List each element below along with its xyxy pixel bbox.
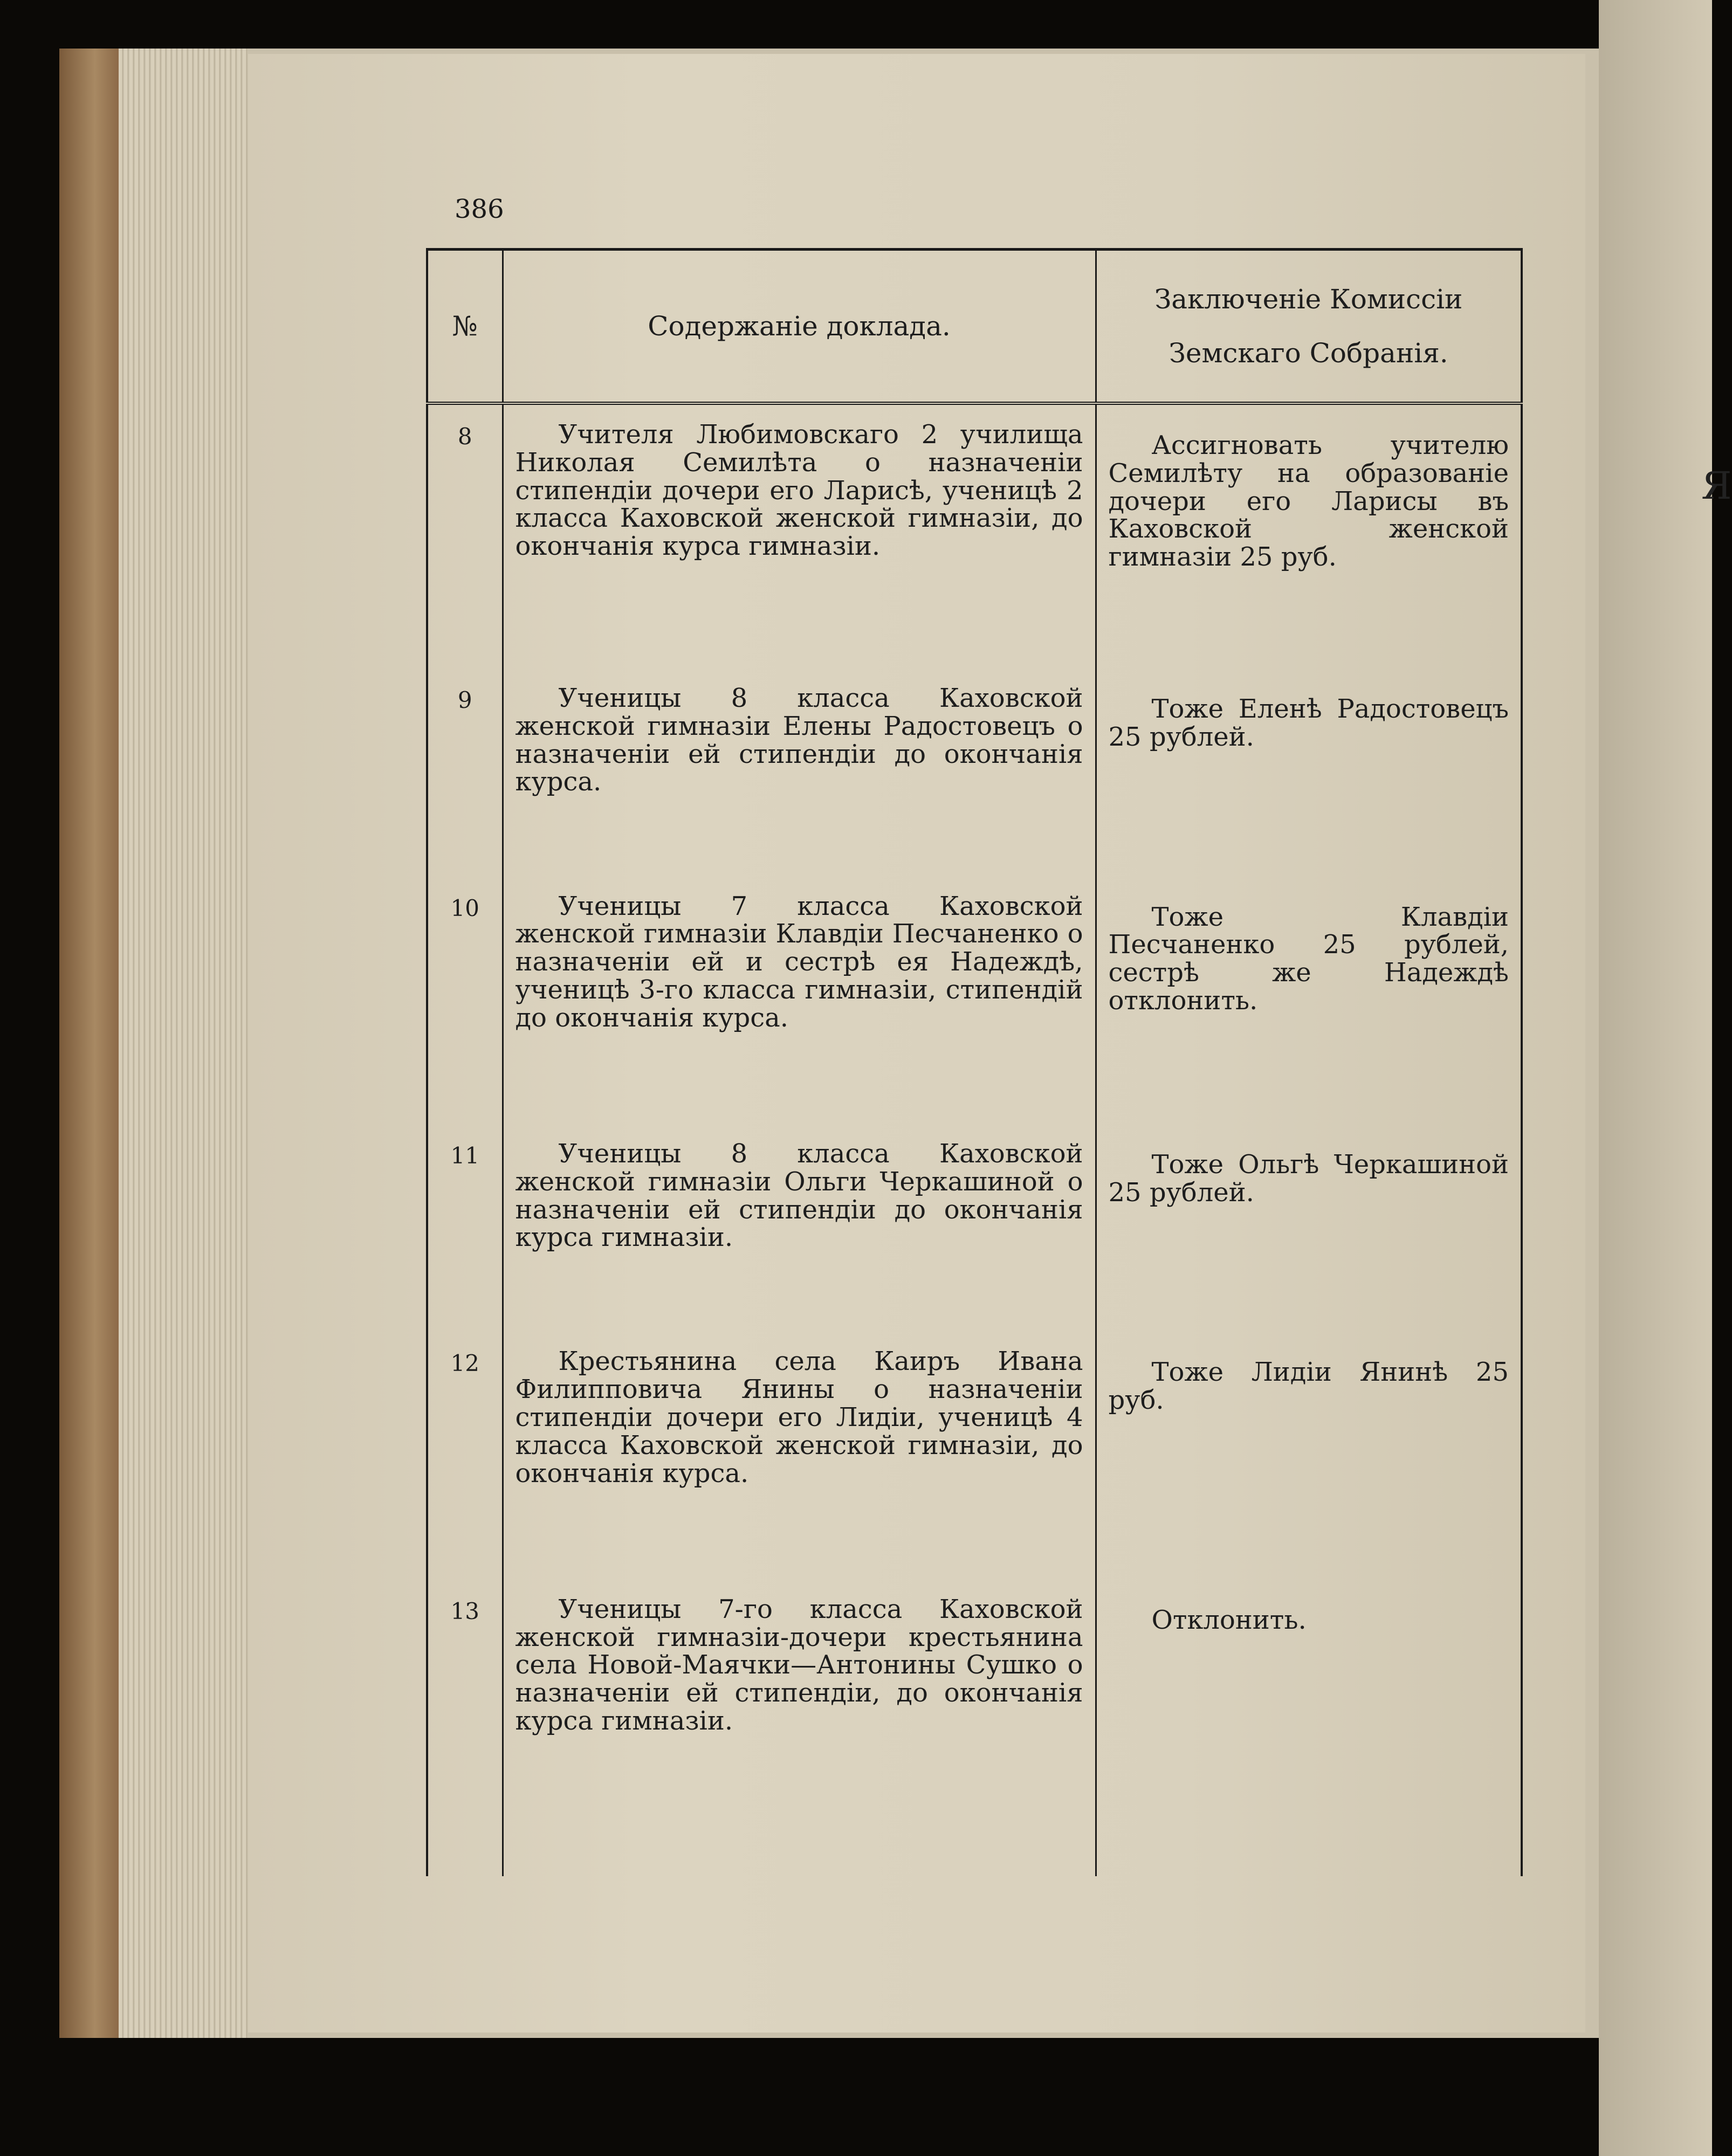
- next-page-edge: [1599, 0, 1732, 2156]
- header-number: №: [427, 250, 503, 404]
- empty-cell: [503, 1827, 1096, 1876]
- row-content: Учителя Любимовскаго 2 училища Николая Семилѣта о назначеніи стипендіи дочери его Ларисѣ, ученицѣ 2 класса Каховской женской гимназіи, до окончанія курса гимназіи.: [503, 403, 1096, 669]
- table-header-row: [427, 250, 1522, 404]
- page-number: 386: [455, 194, 504, 224]
- row-conclusion: Ассигновать учителю Семилѣту на образованіе дочери его Ларисы въ Каховской женской гимназіи 25 руб.: [1096, 403, 1522, 669]
- row-number: 10: [450, 894, 479, 921]
- table-row: [427, 669, 1522, 877]
- row-number: 9: [457, 686, 472, 713]
- row-conclusion: Тоже Ольгѣ Черкашиной 25 рублей.: [1096, 1124, 1522, 1332]
- row-number: 13: [450, 1597, 479, 1624]
- row-conclusion: Тоже Еленѣ Радостовецъ 25 рублей.: [1096, 669, 1522, 877]
- row-conclusion: Отклонить.: [1096, 1580, 1522, 1827]
- table-row: [427, 1124, 1522, 1332]
- row-number: 8: [457, 423, 472, 450]
- partial-glyph-icon: Я: [1701, 464, 1732, 508]
- row-content: Ученицы 8 класса Каховской женской гимназіи Ольги Черкашиной о назначеніи ей стипендіи до окончанія курса гимназіи.: [503, 1124, 1096, 1332]
- row-conclusion: Тоже Лидіи Янинѣ 25 руб.: [1096, 1332, 1522, 1579]
- row-number: 12: [450, 1350, 479, 1377]
- table-row: [427, 1332, 1522, 1579]
- empty-cell: [427, 1827, 503, 1876]
- header-content: Содержаніе доклада.: [503, 250, 1096, 404]
- row-content: Ученицы 7-го класса Каховской женской гимназіи-дочери крестьянина села Новой-Маячки—Антонины Сушко о назначеніи ей стипендіи, до окончанія курса гимназіи.: [503, 1580, 1096, 1827]
- table-row: [427, 403, 1522, 669]
- table-empty-space: [427, 1827, 1522, 1876]
- row-number: 11: [450, 1142, 479, 1169]
- table-row: [427, 1580, 1522, 1827]
- header-conclusion: Заключеніе Комиссіи Земскаго Собранія.: [1096, 250, 1522, 404]
- table-row: [427, 877, 1522, 1124]
- book-spine: [59, 49, 119, 2038]
- row-conclusion: Тоже Клавдіи Песчаненко 25 рублей, сестрѣ же Надеждѣ отклонить.: [1096, 877, 1522, 1124]
- empty-cell: [1096, 1827, 1522, 1876]
- row-content: Ученицы 8 класса Каховской женской гимназіи Елены Радостовецъ о назначеніи ей стипендіи до окончанія курса.: [503, 669, 1096, 877]
- row-content: Ученицы 7 класса Каховской женской гимназіи Клавдіи Песчаненко о назначеніи ей и сестрѣ ея Надеждѣ, ученицѣ 3-го класса гимназіи, стипендій до окончанія курса.: [503, 877, 1096, 1124]
- row-content: Крестьянина села Каиръ Ивана Филипповича Янины о назначеніи стипендіи дочери его Лидіи, ученицѣ 4 класса Каховской женской гимназіи, до окончанія курса.: [503, 1332, 1096, 1579]
- report-table: [426, 248, 1523, 1876]
